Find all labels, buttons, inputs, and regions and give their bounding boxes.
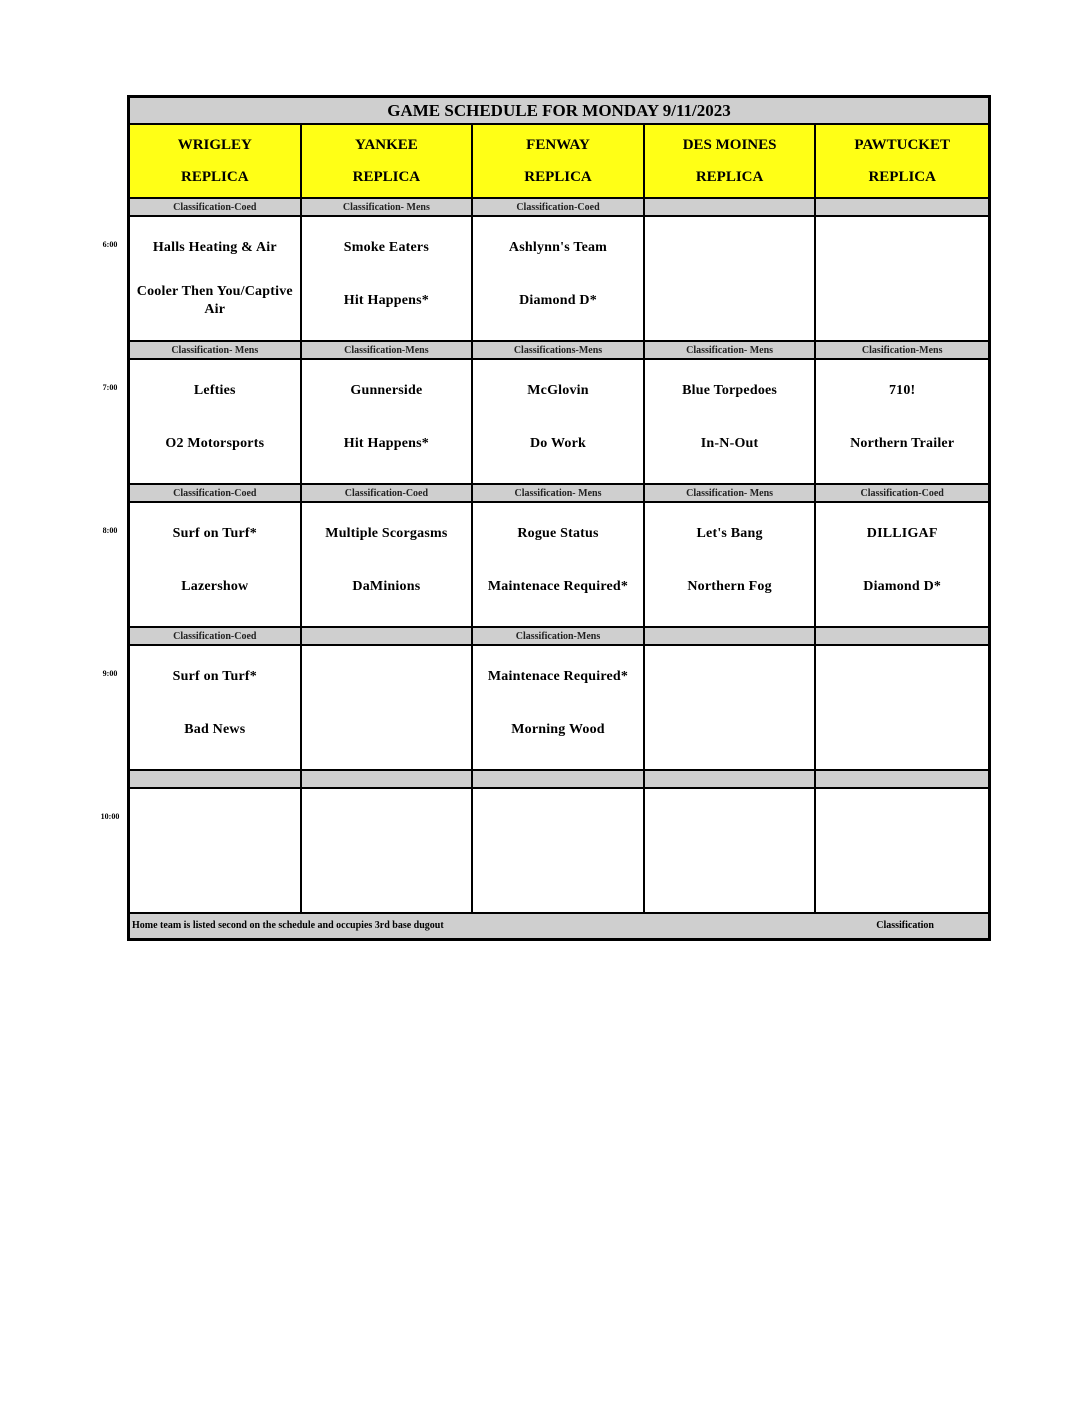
game-cell [302,646,474,769]
classification-label: Classification- Mens [473,485,645,501]
game-slot-row [130,503,988,628]
time-label: 10:00 [100,812,120,821]
game-cell [473,503,645,626]
classification-row [130,771,988,789]
away-team: Blue Torpedoes [682,383,778,398]
field-name: FENWAY [526,136,590,153]
classification-label: Classification- Mens [645,342,817,358]
field-header [816,125,988,197]
game-cell [302,503,474,626]
away-team: Surf on Turf* [172,526,257,541]
classification-label: Classification-Mens [302,342,474,358]
game-cell [302,360,474,483]
home-team: Maintenace Required* [487,579,629,594]
game-cell [473,360,645,483]
classification-label: Classification- Mens [130,342,302,358]
classification-key: Classification [876,920,934,931]
game-cell [645,789,817,912]
time-label: 9:00 [102,669,118,678]
classification-row [130,342,988,360]
field-header-row [130,125,988,199]
game-cell [816,646,988,769]
classification-label: Classification-Mens [473,628,645,644]
field-subtitle: REPLICA [695,168,764,185]
classification-label: Classifications-Mens [473,342,645,358]
game-cell [816,360,988,483]
home-team: Hit Happens* [343,293,430,308]
classification-row [130,628,988,646]
classification-label: Clasification-Mens [861,344,943,356]
game-cell [130,789,302,912]
game-cell [645,646,817,769]
classification-label: Classification- Mens [302,199,474,215]
home-team: Northern Fog [687,579,772,594]
classification-label: Classification-Coed [130,199,302,215]
game-cell [302,217,474,340]
classification-label [302,628,474,644]
game-cell [473,217,645,340]
field-header [645,125,817,197]
home-team: O2 Motorsports [165,436,265,451]
field-subtitle: REPLICA [524,168,592,185]
classification-label: Classification-Coed [860,487,944,499]
game-cell [473,646,645,769]
away-team: 710! [888,383,916,398]
away-team: DILLIGAF [866,526,938,541]
classification-label [645,771,817,787]
field-name: DES MOINES [682,136,777,153]
away-team: Ashlynn's Team [508,240,608,255]
classification-label [645,199,817,215]
away-team: Halls Heating & Air [152,240,277,255]
home-team: Do Work [529,436,586,451]
field-subtitle: REPLICA [868,168,936,185]
game-slot-row [130,646,988,771]
classification-label [645,628,817,644]
game-cell [645,217,817,340]
home-team: Northern Trailer [850,436,955,451]
field-subtitle: REPLICA [181,168,249,185]
classification-label [816,199,988,215]
field-header [302,125,474,197]
home-team: In-N-Out [700,436,759,451]
away-team: McGlovin [527,383,589,398]
home-team-note: Home team is listed second on the schedule and occupies 3rd base dugout [132,920,444,931]
classification-label [473,771,645,787]
schedule-title: GAME SCHEDULE FOR MONDAY 9/11/2023 [130,98,988,125]
time-label: 7:00 [102,383,118,392]
game-cell [645,503,817,626]
home-team: Hit Happens* [343,436,430,451]
game-cell [816,217,988,340]
time-label: 6:00 [102,240,118,249]
away-team: Let's Bang [696,526,763,541]
classification-label: Classification-Coed [302,485,474,501]
game-cell [130,217,302,340]
classification-label: Classification-Coed [130,628,302,644]
time-label: 8:00 [102,526,118,535]
away-team: Rogue Status [517,526,599,541]
game-cell [816,789,988,912]
away-team: Maintenace Required* [487,669,629,684]
field-header [130,125,302,197]
field-name: WRIGLEY [177,136,252,153]
game-cell [130,503,302,626]
home-team: Diamond D* [519,293,597,308]
home-team: Morning Wood [511,722,605,737]
classification-label [816,771,988,787]
classification-row [130,199,988,217]
game-cell [473,789,645,912]
game-slot-row [130,217,988,342]
game-cell [130,360,302,483]
field-name: YANKEE [354,136,418,153]
classification-label: Classification- Mens [645,485,817,501]
game-cell [302,789,474,912]
schedule-footer [130,914,988,938]
classification-label [816,628,988,644]
classification-label [302,771,474,787]
game-cell [130,646,302,769]
classification-label: Classification-Coed [130,485,302,501]
game-slot-row [130,789,988,914]
field-subtitle: REPLICA [352,168,421,185]
away-team: Gunnerside [350,383,423,398]
away-team: Lefties [193,383,236,398]
home-team: Bad News [184,722,246,737]
home-team: Diamond D* [863,579,942,594]
classification-label [130,771,302,787]
game-cell [816,503,988,626]
home-team: Cooler Then You/Captive Air [136,284,293,317]
field-name: PAWTUCKET [854,136,950,153]
game-slot-row [130,360,988,485]
away-team: Smoke Eaters [343,240,429,255]
schedule-table [127,95,991,941]
classification-row [130,485,988,503]
home-team: DaMinions [352,579,421,594]
home-team: Lazershow [181,579,249,594]
game-cell [645,360,817,483]
away-team: Surf on Turf* [172,669,257,684]
field-header [473,125,645,197]
away-team: Multiple Scorgasms [325,526,448,541]
classification-label: Classification-Coed [473,199,645,215]
